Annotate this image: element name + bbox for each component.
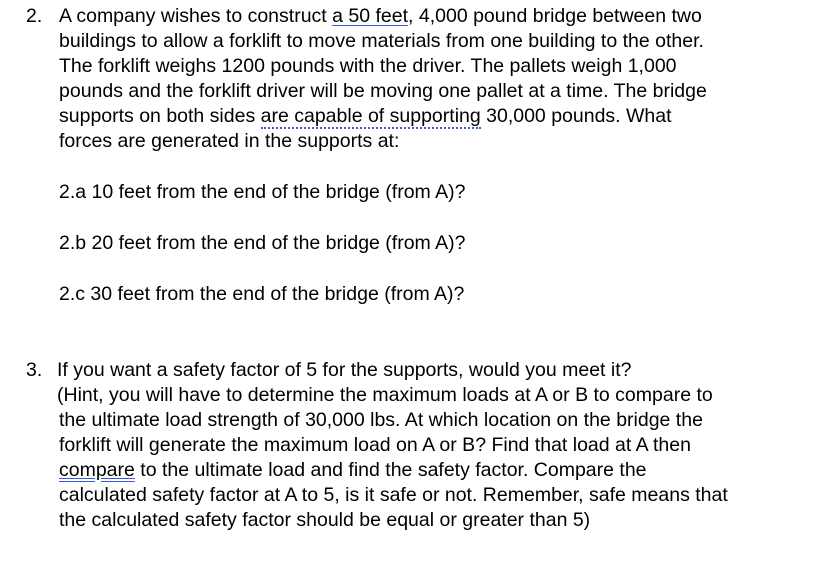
sub-question-2a: 2.a 10 feet from the end of the bridge (from A)? [59, 181, 466, 203]
question-2-line-5 [59, 104, 672, 128]
question-3-line-2: (Hint, you will have to determine the maximum loads at A or B to compare to [57, 384, 713, 406]
question-2-line-4: pounds and the forklift driver will be moving one pallet at a time. The bridge [59, 80, 707, 102]
q3-l5-underlined: compare [59, 459, 135, 481]
question-3-line-7: the calculated safety factor should be equal or greater than 5) [59, 509, 591, 531]
q2-l5-post: 30,000 pounds. What [480, 105, 672, 127]
question-3-line-1: If you want a safety factor of 5 for the supports, would you meet it? [57, 359, 632, 381]
question-3-line-4: forklift will generate the maximum load on A or B? Find that load at A then [59, 434, 691, 456]
question-3-line-6: calculated safety factor at A to 5, is it safe or not. Remember, safe means that [59, 484, 728, 506]
q2-l5-pre: supports on both sides [59, 105, 261, 127]
q2-l5-underlined: are capable of supporting [260, 105, 481, 127]
sub-question-2b: 2.b 20 feet from the end of the bridge (from A)? [59, 232, 466, 254]
question-2-number: 2. [26, 5, 43, 27]
question-2-line-3: The forklift weighs 1200 pounds with the driver. The pallets weigh 1,000 [59, 55, 677, 77]
q2-l1-pre: A company wishes to construct [59, 5, 333, 27]
question-3-line-3: the ultimate load strength of 30,000 lbs. At which location on the bridge the [59, 409, 703, 431]
q2-l1-post: , 4,000 pound bridge between two [408, 5, 702, 27]
question-3-number: 3. [26, 359, 43, 381]
question-3-line-5 [59, 458, 647, 482]
question-2-line-2: buildings to allow a forklift to move materials from one building to the other. [59, 30, 704, 52]
sub-question-2c: 2.c 30 feet from the end of the bridge (from A)? [59, 283, 465, 305]
q2-l1-underlined: a 50 feet [332, 5, 409, 27]
q3-l5-post: to the ultimate load and find the safety factor. Compare the [134, 459, 647, 481]
question-2-line-1 [59, 4, 702, 28]
question-2-line-6: forces are generated in the supports at: [59, 130, 400, 152]
